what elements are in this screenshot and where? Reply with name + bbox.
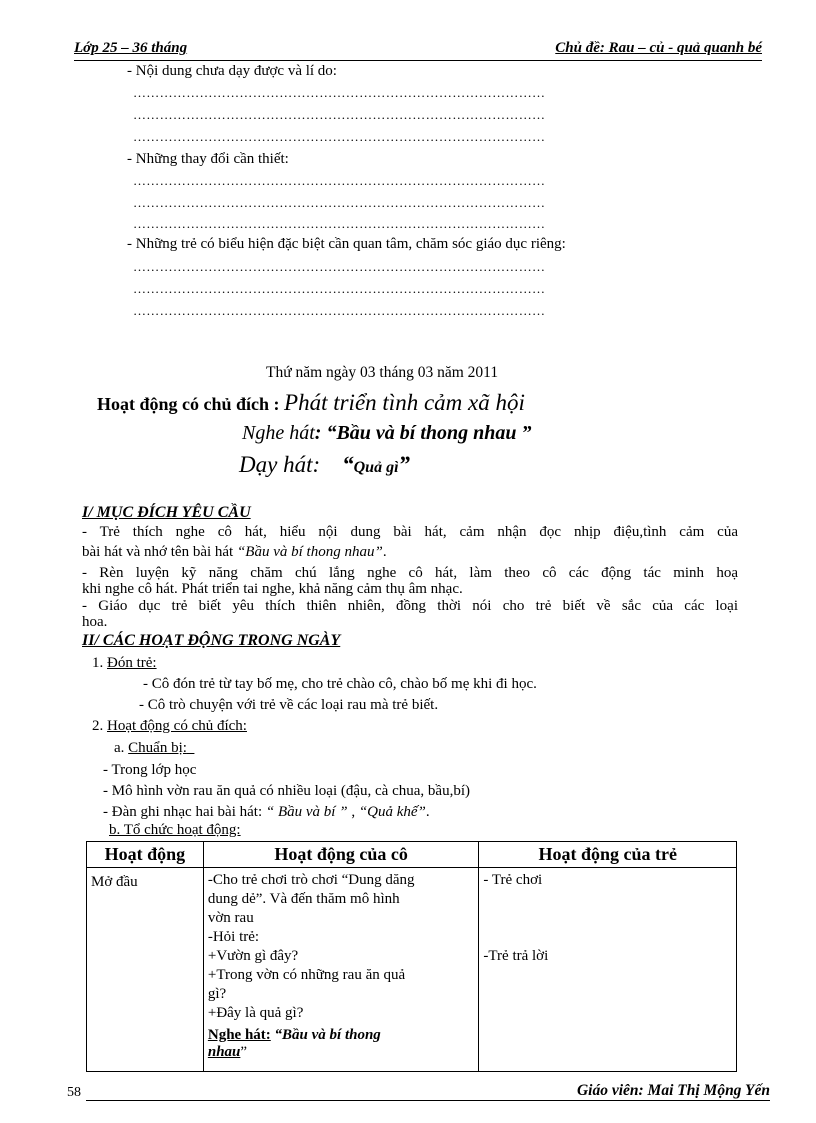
activity-name: Phát triển tình cảm xã hội — [284, 390, 525, 415]
activity-heading — [97, 390, 525, 416]
teacher-line: -Hỏi trẻ: — [207, 929, 260, 945]
stage-label: Mở đầu — [91, 874, 138, 890]
teacher-line: -Cho trẻ chơi trò chơi “Dung dăng — [207, 872, 415, 888]
activity-table — [86, 841, 737, 1072]
section-1-para-1-line-2 — [82, 544, 387, 561]
teacher-line: +Trong vờn có những rau ăn quả — [207, 967, 406, 983]
section-1-para-1-prefix: bài hát và nhớ tên bài hát — [82, 544, 237, 560]
sing-song-title: Quả gì — [353, 459, 399, 476]
teacher-line: gì? — [207, 986, 227, 1002]
section-2-title: II/ CÁC HOẠT ĐỘNG TRONG NGÀY — [82, 632, 341, 649]
item-1-heading — [92, 655, 157, 672]
teacher-listen-close-quote: ” — [240, 1044, 248, 1060]
footer-teacher-name: Giáo viên: Mai Thị Mộng Yến — [576, 1082, 770, 1099]
section-1-para-1-end: . — [382, 544, 387, 560]
section-1-para-2-line-2: khi nghe cô hát. Phát triển tai nghe, khả năng cảm thụ âm nhạc. — [82, 581, 463, 597]
item-2-heading — [92, 718, 247, 735]
teacher-listen-song-part-1: “Bầu và bí thong — [270, 1027, 381, 1043]
section-1-para-1-line-1: - Trẻ thích nghe cô hát, hiểu nội dung bài hát, cảm nhận đọc nhịp điệu,tình cảm của — [82, 524, 738, 540]
prep-line-3-end: . — [425, 804, 430, 820]
sing-song-line — [239, 452, 410, 478]
section-1-para-3-line-1: - Giáo dục trẻ biết yêu thích thiên nhiên, đồng thời nói cho trẻ biết về sắc của các loại — [82, 598, 738, 614]
teacher-listen-label: Nghe hát: — [207, 1027, 271, 1043]
dotted-line: ………………………………………………………………………………… — [133, 173, 546, 188]
item-1-line-b: - Cô trò chuyện với trẻ về các loại rau mà trẻ biết. — [139, 697, 439, 713]
teacher-line: vờn rau — [207, 910, 254, 926]
table-cell-stage — [87, 868, 204, 1072]
prep-line-2: - Mô hình vờn rau ăn quả có nhiều loại (đậu, cà chua, bầu,bí) — [103, 783, 470, 799]
item-2-number: 2. — [92, 718, 107, 734]
lesson-date: Thứ năm ngày 03 tháng 03 năm 2011 — [266, 364, 499, 381]
child-line: - Trẻ chơi — [483, 872, 543, 888]
table-cell-teacher — [203, 868, 479, 1072]
prep-separator: , — [347, 804, 359, 820]
header-class-label: Lớp 25 – 36 tháng — [74, 40, 188, 56]
section-1-para-2-line-1: - Rèn luyện kỹ năng chăm chú lắng nghe cô hát, làm theo cô các động tác minh hoạ — [82, 565, 738, 581]
table-header-row — [87, 842, 737, 868]
prep-line-3 — [103, 804, 430, 821]
item-1-line-a: - Cô đón trẻ từ tay bố mẹ, cho trẻ chào cô, chào bố mẹ khi đi học. — [143, 676, 537, 692]
dotted-line: ………………………………………………………………………………… — [133, 85, 546, 100]
dotted-line: ………………………………………………………………………………… — [133, 195, 546, 210]
dotted-line: ………………………………………………………………………………… — [133, 303, 546, 318]
header-topic-label: Chủ đề: Rau – củ - quả quanh bé — [555, 40, 762, 56]
prep-song-2: “Quả khế” — [358, 804, 426, 820]
activity-label: Hoạt động có chủ đích — [97, 394, 270, 414]
table-header-stage: Hoạt động — [87, 842, 204, 868]
item-1-number: 1. — [92, 655, 107, 671]
table-header-child: Hoạt động của trẻ — [479, 842, 737, 868]
dotted-line: ………………………………………………………………………………… — [133, 129, 546, 144]
note-not-taught: - Nội dung chưa dạy được và lí do: — [127, 63, 337, 79]
child-line: -Trẻ trả lời — [483, 948, 549, 964]
item-2-label: Hoạt động có chủ đích: — [107, 718, 247, 734]
prep-line-1: - Trong lớp học — [103, 762, 197, 778]
prep-song-1: “ Bầu và bí ” — [265, 804, 348, 820]
header-rule — [74, 60, 762, 61]
sing-label: Dạy hát: — [239, 452, 321, 477]
teacher-line: +Đây là quả gì? — [207, 1005, 304, 1021]
page-number: 58 — [67, 1085, 81, 1100]
sub-a-heading — [114, 740, 194, 757]
teacher-listen-line-2 — [208, 1044, 475, 1061]
footer-rule — [86, 1100, 770, 1101]
teacher-listen-song-part-2: nhau — [207, 1044, 241, 1060]
teacher-listen-line — [208, 1027, 475, 1044]
table-cell-child — [479, 868, 737, 1072]
sing-song-close-quote: ” — [398, 452, 411, 477]
note-special-children: - Những trẻ có biểu hiện đặc biệt cần quan tâm, chăm sóc giáo dục riêng: — [127, 236, 566, 252]
section-1-para-3-line-2: hoa. — [82, 614, 108, 630]
dotted-line: ………………………………………………………………………………… — [133, 259, 546, 274]
sing-song-open-quote: “ — [342, 452, 354, 477]
sub-a-label: Chuẩn bị: — [128, 740, 187, 756]
sub-a-number: a. — [114, 740, 129, 756]
teacher-line: dung dẻ”. Và đến thăm mô hình — [207, 891, 400, 907]
listen-song-title: : “Bầu và bí thong nhau ” — [314, 422, 532, 444]
sub-b-heading: b. Tổ chức hoạt động: — [109, 822, 241, 838]
dotted-line: ………………………………………………………………………………… — [133, 107, 546, 122]
note-changes: - Những thay đổi cần thiết: — [127, 151, 289, 167]
section-1-title: I/ MỤC ĐÍCH YÊU CẦU — [82, 504, 251, 521]
dotted-line: ………………………………………………………………………………… — [133, 216, 546, 231]
table-row — [87, 868, 737, 1072]
dotted-line: ………………………………………………………………………………… — [133, 281, 546, 296]
prep-line-3-prefix: - Đàn ghi nhạc hai bài hát: — [103, 804, 266, 820]
listen-song-line — [242, 422, 532, 445]
listen-label: Nghe hát — [242, 422, 315, 444]
item-1-label: Đón trẻ: — [107, 655, 157, 671]
teacher-line: +Vườn gì đây? — [207, 948, 299, 964]
activity-colon: : — [269, 394, 285, 414]
table-header-teacher: Hoạt động của cô — [203, 842, 479, 868]
section-1-song-title: “Bầu và bí thong nhau” — [236, 544, 383, 560]
